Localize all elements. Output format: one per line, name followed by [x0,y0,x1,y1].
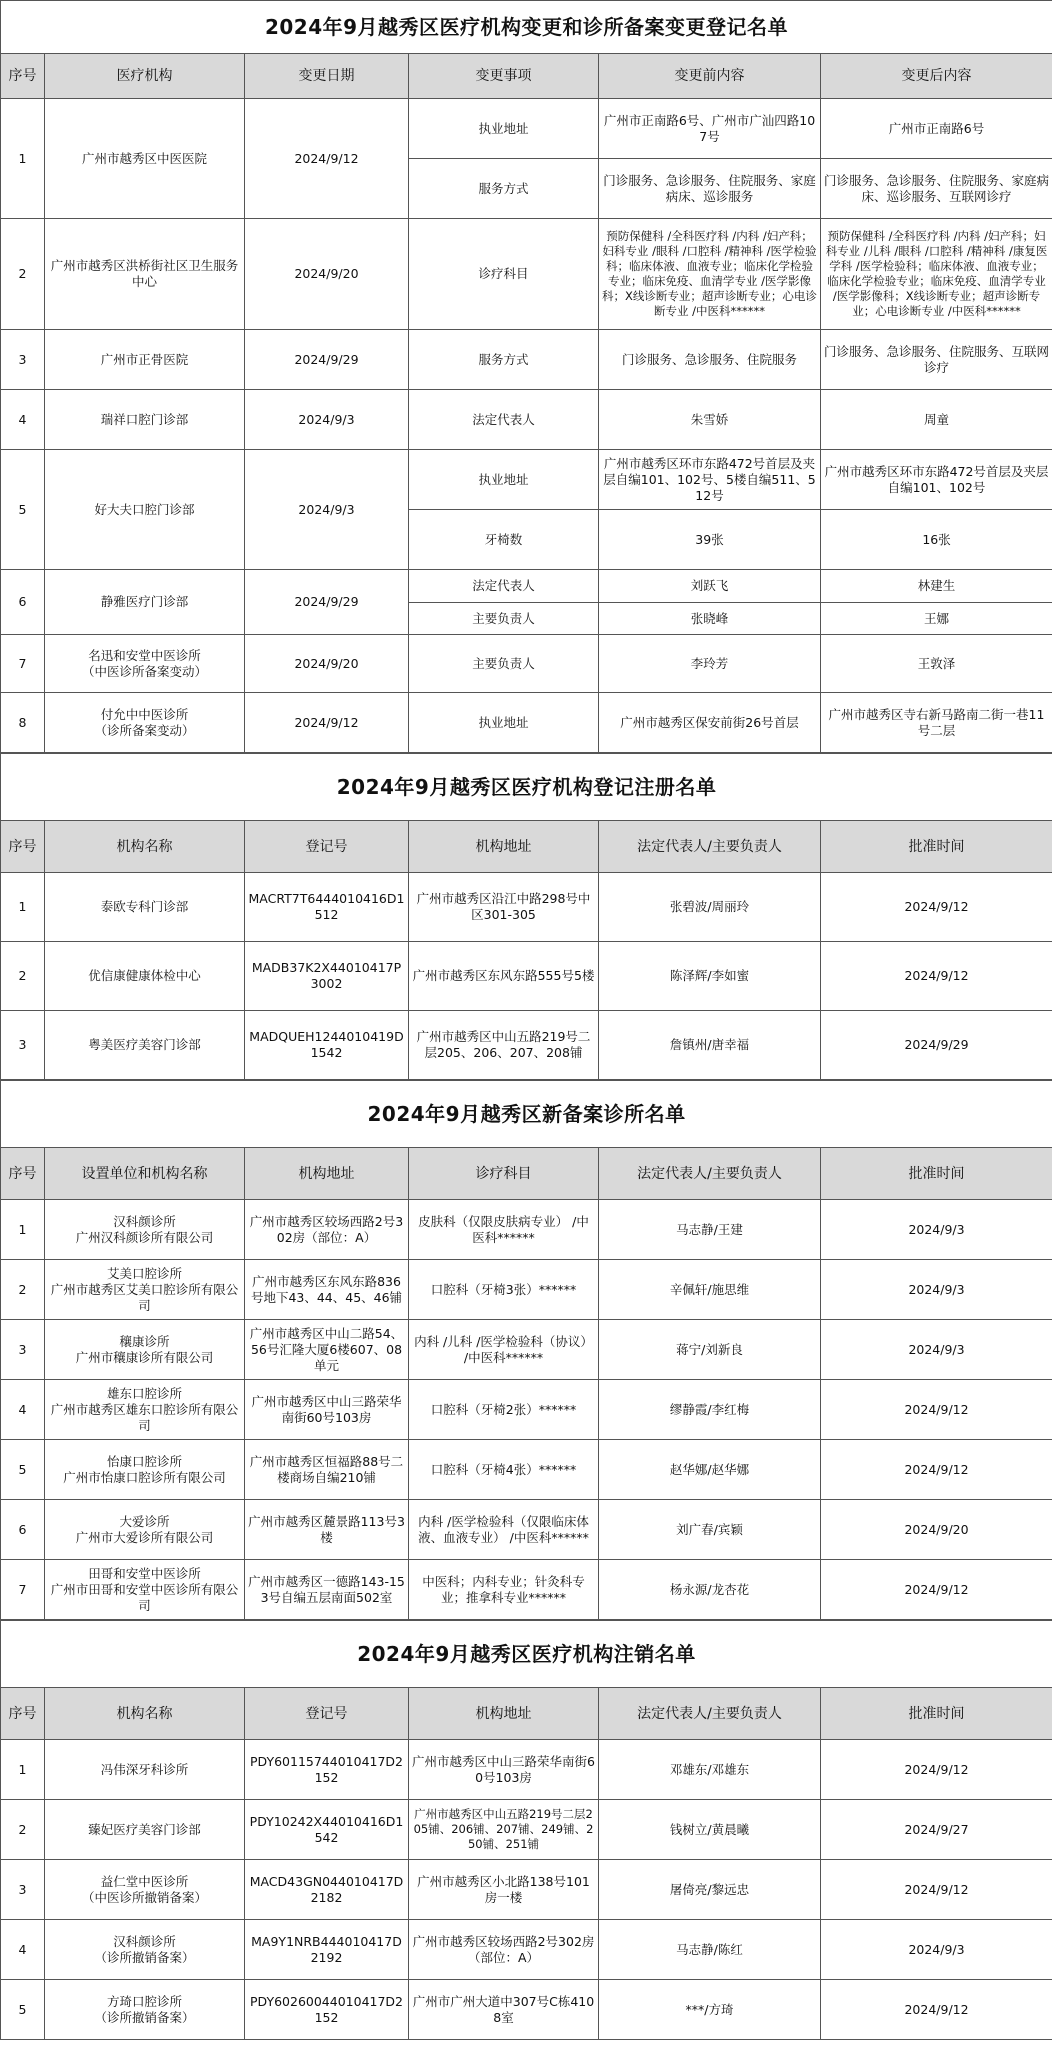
org-address: 广州市越秀区恒福路88号二楼商场自编210铺 [245,1440,409,1500]
before-content: 广州市越秀区环市东路472号首层及夹层自编101、102号、5楼自编511、512号 [599,450,821,510]
org-address: 广州市越秀区中山三路荣华南街60号103房 [245,1380,409,1440]
org-name: 瑞祥口腔门诊部 [45,390,245,450]
change-item: 服务方式 [409,159,599,219]
approval-date: 2024/9/12 [821,1860,1052,1920]
after-content: 门诊服务、急诊服务、住院服务、互联网诊疗 [821,330,1052,390]
row-number: 3 [1,1011,45,1080]
table-row [1,1980,1052,2040]
org-address: 广州市越秀区中山三路荣华南街60号103房 [409,1740,599,1800]
section-title: 2024年9月越秀区医疗机构注销名单 [1,1621,1052,1688]
representative: 陈泽辉/李如蜜 [599,942,821,1011]
approval-date: 2024/9/20 [821,1500,1052,1560]
col-header: 机构名称 [45,1688,245,1740]
org-name: 静雅医疗门诊部 [45,570,245,635]
registration-number: MADB37K2X44010417P3002 [245,942,409,1011]
org-name: 方琦口腔诊所 （诊所撤销备案） [45,1980,245,2040]
col-header: 诊疗科目 [409,1148,599,1200]
after-content: 预防保健科 /全科医疗科 /内科 /妇产科；妇科专业 /儿科 /眼科 /口腔科 /精神科 /康复医学科 /医学检验科；临床体液、血液专业；临床化学检验专业；临床免疫、血清学专业 /医学影像科；X线诊断专业；超声诊断专业；心电诊断专业 /中医科****** [821,219,1052,330]
before-content: 广州市越秀区保安前街26号首层 [599,693,821,753]
approval-date: 2024/9/12 [821,1980,1052,2040]
representative: 詹镇州/唐幸福 [599,1011,821,1080]
approval-date: 2024/9/12 [821,942,1052,1011]
section-title: 2024年9月越秀区医疗机构登记注册名单 [1,754,1052,821]
org-name: 雄东口腔诊所 广州市越秀区雄东口腔诊所有限公司 [45,1380,245,1440]
org-address: 广州市越秀区中山二路54、56号汇隆大厦6楼607、08单元 [245,1320,409,1380]
representative: 赵华娜/赵华娜 [599,1440,821,1500]
departments: 中医科；内科专业；针灸科专业；推拿科专业****** [409,1560,599,1620]
col-header: 变更日期 [245,54,409,99]
table-row [1,942,1052,1011]
approval-date: 2024/9/27 [821,1800,1052,1860]
col-header: 法定代表人/主要负责人 [599,1688,821,1740]
departments: 口腔科（牙椅2张）****** [409,1380,599,1440]
representative: ***/方琦 [599,1980,821,2040]
change-item: 主要负责人 [409,603,599,635]
row-number: 7 [1,1560,45,1620]
table-row [1,1200,1052,1260]
col-header: 设置单位和机构名称 [45,1148,245,1200]
col-header: 机构名称 [45,821,245,873]
change-item: 执业地址 [409,99,599,159]
org-address: 广州市越秀区中山五路219号二层205、206、207、208铺 [409,1011,599,1080]
org-name: 大爱诊所 广州市大爱诊所有限公司 [45,1500,245,1560]
representative: 邓雄东/邓雄东 [599,1740,821,1800]
registration-number: PDY60260044010417D2152 [245,1980,409,2040]
org-address: 广州市越秀区东风东路836号地下43、44、45、46铺 [245,1260,409,1320]
org-name: 汉科颜诊所 广州汉科颜诊所有限公司 [45,1200,245,1260]
change-date: 2024/9/12 [245,99,409,219]
row-number: 2 [1,1260,45,1320]
org-name: 汉科颜诊所 （诊所撤销备案） [45,1920,245,1980]
table-row [1,219,1052,330]
col-header: 法定代表人/主要负责人 [599,1148,821,1200]
col-header: 序号 [1,821,45,873]
table-row [1,1320,1052,1380]
registration-number: PDY60115744010417D2152 [245,1740,409,1800]
col-header: 序号 [1,1688,45,1740]
org-address: 广州市越秀区麓景路113号3楼 [245,1500,409,1560]
org-name: 冯伟深牙科诊所 [45,1740,245,1800]
row-number: 5 [1,1440,45,1500]
table-row [1,99,1052,159]
representative: 刘广春/宾颖 [599,1500,821,1560]
after-content: 广州市正南路6号 [821,99,1052,159]
col-header: 变更前内容 [599,54,821,99]
new-clinic-table [0,1080,1052,1620]
row-number: 2 [1,1800,45,1860]
col-header: 机构地址 [245,1148,409,1200]
row-number: 6 [1,570,45,635]
table-row [1,1860,1052,1920]
row-number: 4 [1,390,45,450]
registration-number: MACRT7T6444010416D1512 [245,873,409,942]
approval-date: 2024/9/12 [821,1440,1052,1500]
representative: 缪静霞/李红梅 [599,1380,821,1440]
org-address: 广州市越秀区一德路143-153号自编五层南面502室 [245,1560,409,1620]
table-row [1,1500,1052,1560]
departments: 口腔科（牙椅3张）****** [409,1260,599,1320]
departments: 内科 /儿科 /医学检验科（协议） /中医科****** [409,1320,599,1380]
row-number: 3 [1,330,45,390]
table-row [1,1380,1052,1440]
cancellation-table [0,1620,1052,2040]
table-row [1,330,1052,390]
change-date: 2024/9/3 [245,390,409,450]
representative: 辛佩轩/施思维 [599,1260,821,1320]
representative: 杨永源/龙杏花 [599,1560,821,1620]
org-name: 优信康健康体检中心 [45,942,245,1011]
table-row [1,873,1052,942]
table-row [1,1440,1052,1500]
change-date: 2024/9/12 [245,693,409,753]
registration-number: MA9Y1NRB444010417D2192 [245,1920,409,1980]
row-number: 3 [1,1860,45,1920]
table-row [1,390,1052,450]
col-header: 序号 [1,54,45,99]
change-item: 法定代表人 [409,390,599,450]
org-name: 广州市越秀区洪桥街社区卫生服务中心 [45,219,245,330]
before-content: 朱雪娇 [599,390,821,450]
departments: 口腔科（牙椅4张）****** [409,1440,599,1500]
col-header: 机构地址 [409,1688,599,1740]
representative: 钱树立/黄晨曦 [599,1800,821,1860]
change-date: 2024/9/29 [245,330,409,390]
org-address: 广州市越秀区中山五路219号二层205铺、206铺、207铺、249铺、250铺、251铺 [409,1800,599,1860]
table-row [1,1260,1052,1320]
col-header: 批准时间 [821,1148,1052,1200]
col-header: 批准时间 [821,1688,1052,1740]
org-name: 臻妃医疗美容门诊部 [45,1800,245,1860]
change-item: 法定代表人 [409,570,599,603]
approval-date: 2024/9/3 [821,1200,1052,1260]
before-content: 门诊服务、急诊服务、住院服务、家庭病床、巡诊服务 [599,159,821,219]
registration-number: PDY10242X44010416D1542 [245,1800,409,1860]
table-row [1,450,1052,510]
col-header: 批准时间 [821,821,1052,873]
row-number: 4 [1,1920,45,1980]
org-name: 广州市正骨医院 [45,330,245,390]
org-address: 广州市越秀区较场西路2号302房（部位：A） [409,1920,599,1980]
approval-date: 2024/9/29 [821,1011,1052,1080]
row-number: 7 [1,635,45,693]
approval-date: 2024/9/3 [821,1320,1052,1380]
row-number: 6 [1,1500,45,1560]
table-row [1,1011,1052,1080]
table-row [1,1800,1052,1860]
org-name: 泰欧专科门诊部 [45,873,245,942]
org-name: 名迅和安堂中医诊所 （中医诊所备案变动） [45,635,245,693]
after-content: 门诊服务、急诊服务、住院服务、家庭病床、巡诊服务、互联网诊疗 [821,159,1052,219]
org-address: 广州市广州大道中307号C栋4108室 [409,1980,599,2040]
before-content: 广州市正南路6号、广州市广汕四路107号 [599,99,821,159]
after-content: 16张 [821,510,1052,570]
before-content: 刘跃飞 [599,570,821,603]
table-row [1,1740,1052,1800]
before-content: 39张 [599,510,821,570]
org-address: 广州市越秀区沿江中路298号中区301-305 [409,873,599,942]
org-address: 广州市越秀区东风东路555号5楼 [409,942,599,1011]
section-title: 2024年9月越秀区医疗机构变更和诊所备案变更登记名单 [1,1,1052,54]
change-date: 2024/9/3 [245,450,409,570]
row-number: 1 [1,1200,45,1260]
org-address: 广州市越秀区较场西路2号302房（部位：A） [245,1200,409,1260]
org-name: 广州市越秀区中医医院 [45,99,245,219]
table-row [1,635,1052,693]
org-name: 艾美口腔诊所 广州市越秀区艾美口腔诊所有限公司 [45,1260,245,1320]
registration-table [0,753,1052,1080]
change-item: 诊疗科目 [409,219,599,330]
col-header: 变更事项 [409,54,599,99]
table-row [1,693,1052,753]
col-header: 登记号 [245,821,409,873]
org-address: 广州市越秀区小北路138号101房一楼 [409,1860,599,1920]
after-content: 周童 [821,390,1052,450]
approval-date: 2024/9/12 [821,1740,1052,1800]
change-date: 2024/9/20 [245,219,409,330]
col-header: 序号 [1,1148,45,1200]
row-number: 2 [1,219,45,330]
change-registration-table [0,0,1052,753]
change-item: 牙椅数 [409,510,599,570]
representative: 蒋宁/刘新良 [599,1320,821,1380]
after-content: 广州市越秀区寺右新马路南二街一巷11号二层 [821,693,1052,753]
before-content: 张晓峰 [599,603,821,635]
table-row [1,1920,1052,1980]
approval-date: 2024/9/12 [821,1560,1052,1620]
departments: 内科 /医学检验科（仅限临床体液、血液专业） /中医科****** [409,1500,599,1560]
row-number: 5 [1,1980,45,2040]
org-name: 粤美医疗美容门诊部 [45,1011,245,1080]
change-date: 2024/9/20 [245,635,409,693]
section-title: 2024年9月越秀区新备案诊所名单 [1,1081,1052,1148]
row-number: 3 [1,1320,45,1380]
row-number: 4 [1,1380,45,1440]
after-content: 林建生 [821,570,1052,603]
row-number: 1 [1,1740,45,1800]
change-item: 执业地址 [409,450,599,510]
row-number: 1 [1,873,45,942]
row-number: 8 [1,693,45,753]
representative: 张碧波/周丽玲 [599,873,821,942]
representative: 屠倚亮/黎远忠 [599,1860,821,1920]
org-name: 穰康诊所 广州市穰康诊所有限公司 [45,1320,245,1380]
col-header: 登记号 [245,1688,409,1740]
col-header: 医疗机构 [45,54,245,99]
before-content: 门诊服务、急诊服务、住院服务 [599,330,821,390]
org-name: 田哥和安堂中医诊所 广州市田哥和安堂中医诊所有限公司 [45,1560,245,1620]
org-name: 付允中中医诊所 （诊所备案变动） [45,693,245,753]
approval-date: 2024/9/12 [821,1380,1052,1440]
change-item: 执业地址 [409,693,599,753]
departments: 皮肤科（仅限皮肤病专业） /中医科****** [409,1200,599,1260]
org-name: 好大夫口腔门诊部 [45,450,245,570]
before-content: 预防保健科 /全科医疗科 /内科 /妇产科；妇科专业 /眼科 /口腔科 /精神科 /医学检验科；临床体液、血液专业；临床化学检验专业；临床免疫、血清学专业 /医学影像科；X线诊断专业；超声诊断专业；心电诊断专业 /中医科****** [599,219,821,330]
registration-number: MADQUEH1244010419D1542 [245,1011,409,1080]
row-number: 1 [1,99,45,219]
approval-date: 2024/9/3 [821,1260,1052,1320]
col-header: 变更后内容 [821,54,1052,99]
org-name: 益仁堂中医诊所 （中医诊所撤销备案） [45,1860,245,1920]
after-content: 王娜 [821,603,1052,635]
col-header: 机构地址 [409,821,599,873]
after-content: 王敦泽 [821,635,1052,693]
representative: 马志静/王建 [599,1200,821,1260]
after-content: 广州市越秀区环市东路472号首层及夹层自编101、102号 [821,450,1052,510]
representative: 马志静/陈红 [599,1920,821,1980]
table-row [1,570,1052,603]
org-name: 怡康口腔诊所 广州市怡康口腔诊所有限公司 [45,1440,245,1500]
approval-date: 2024/9/3 [821,1920,1052,1980]
change-date: 2024/9/29 [245,570,409,635]
approval-date: 2024/9/12 [821,873,1052,942]
col-header: 法定代表人/主要负责人 [599,821,821,873]
row-number: 5 [1,450,45,570]
change-item: 服务方式 [409,330,599,390]
row-number: 2 [1,942,45,1011]
before-content: 李玲芳 [599,635,821,693]
registration-number: MACD43GN044010417D2182 [245,1860,409,1920]
table-row [1,1560,1052,1620]
change-item: 主要负责人 [409,635,599,693]
